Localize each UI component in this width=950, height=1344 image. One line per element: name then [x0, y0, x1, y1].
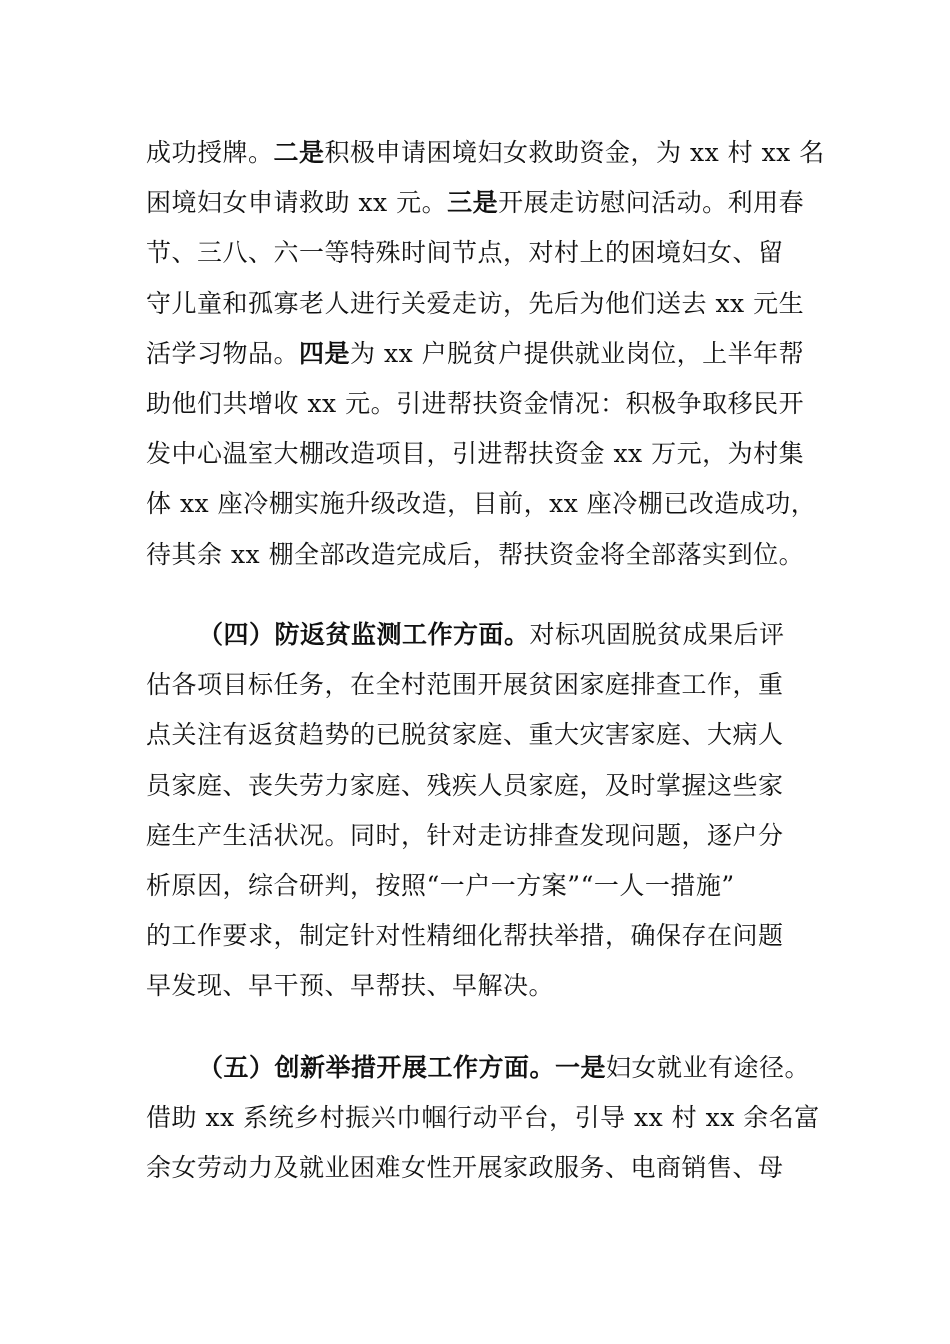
text-line — [146, 861, 806, 911]
bold-text-segment: 三是 — [447, 188, 499, 218]
text-line — [146, 479, 817, 529]
bold-text-segment: （五）创新举措开展工作方面。 — [198, 1053, 556, 1082]
text-line — [146, 429, 806, 479]
text-line — [146, 911, 806, 961]
bold-text-segment: 二是 — [273, 138, 325, 167]
text-segment: 节、三八、六一等特殊时间节点，对村上的困境妇女、留 — [146, 238, 784, 268]
text-line — [146, 279, 806, 329]
text-segment: 析原因，综合研判，按照“一户一方案”“一人一措施” — [146, 870, 735, 900]
text-line — [146, 961, 806, 1011]
bold-text-segment: （四）防返贫监测工作方面。 — [198, 620, 530, 649]
text-segment: 余女劳动力及就业困难女性开展家政服务、电商销售、母 — [146, 1153, 784, 1183]
text-segment: 为 xx 户脱贫户提供就业岗位，上半年帮 — [350, 338, 805, 368]
text-segment: 助他们共增收 xx 元。引进帮扶资金情况：积极争取移民开 — [146, 388, 805, 418]
text-segment: 早发现、早干预、早帮扶、早解决。 — [146, 971, 555, 1001]
text-segment: 庭生产生活状况。同时，针对走访排查发现问题，逐户分 — [146, 820, 784, 850]
text-segment: 点关注有返贫趋势的已脱贫家庭、重大灾害家庭、大病人 — [146, 720, 784, 750]
text-segment: 困境妇女申请救助 xx 元。 — [146, 188, 448, 218]
text-line — [146, 710, 806, 760]
paragraph-poverty-monitoring — [146, 610, 806, 1012]
text-line — [146, 178, 806, 228]
text-segment: 发中心温室大棚改造项目，引进帮扶资金 xx 万元，为村集 — [146, 439, 805, 469]
text-segment: 估各项目标任务，在全村范围开展贫困家庭排查工作，重 — [146, 670, 784, 700]
text-segment: 借助 xx 系统乡村振兴巾帼行动平台，引导 xx 村 xx 余名富 — [146, 1103, 820, 1133]
bold-text-segment: 四是 — [299, 338, 351, 368]
text-line — [146, 811, 806, 861]
text-line — [146, 1043, 811, 1093]
paragraph-women-assistance — [146, 128, 825, 580]
text-line — [146, 128, 825, 178]
text-segment: 成功授牌。 — [146, 138, 274, 167]
text-segment: 员家庭、丧失劳力家庭、残疾人员家庭，及时掌握这些家 — [146, 770, 784, 800]
paragraph-innovation-measures — [146, 1043, 820, 1194]
text-line — [146, 761, 806, 811]
text-segment: 的工作要求，制定针对性精细化帮扶举措，确保存在问题 — [146, 921, 784, 951]
text-line — [146, 530, 806, 580]
text-line — [146, 1143, 806, 1193]
text-line — [146, 329, 806, 379]
text-line — [146, 610, 806, 660]
text-segment: 积极申请困境妇女救助资金，为 xx 村 xx 名 — [324, 138, 825, 167]
text-line — [146, 1093, 820, 1143]
text-line — [146, 379, 806, 429]
text-line — [146, 660, 806, 710]
bold-text-segment: 一是 — [555, 1053, 607, 1082]
text-segment: 妇女就业有途径。 — [606, 1053, 811, 1082]
text-segment: 体 xx 座冷棚实施升级改造，目前，xx 座冷棚已改造成功， — [146, 489, 817, 519]
text-segment: 开展走访慰问活动。利用春 — [498, 188, 805, 218]
text-segment: 活学习物品。 — [146, 338, 300, 368]
text-segment: 待其余 xx 棚全部改造完成后，帮扶资金将全部落实到位。 — [146, 539, 805, 569]
text-segment: 对标巩固脱贫成果后评 — [529, 620, 785, 649]
text-segment: 守儿童和孤寡老人进行关爱走访，先后为他们送去 xx 元生 — [146, 288, 805, 318]
text-line — [146, 228, 806, 278]
